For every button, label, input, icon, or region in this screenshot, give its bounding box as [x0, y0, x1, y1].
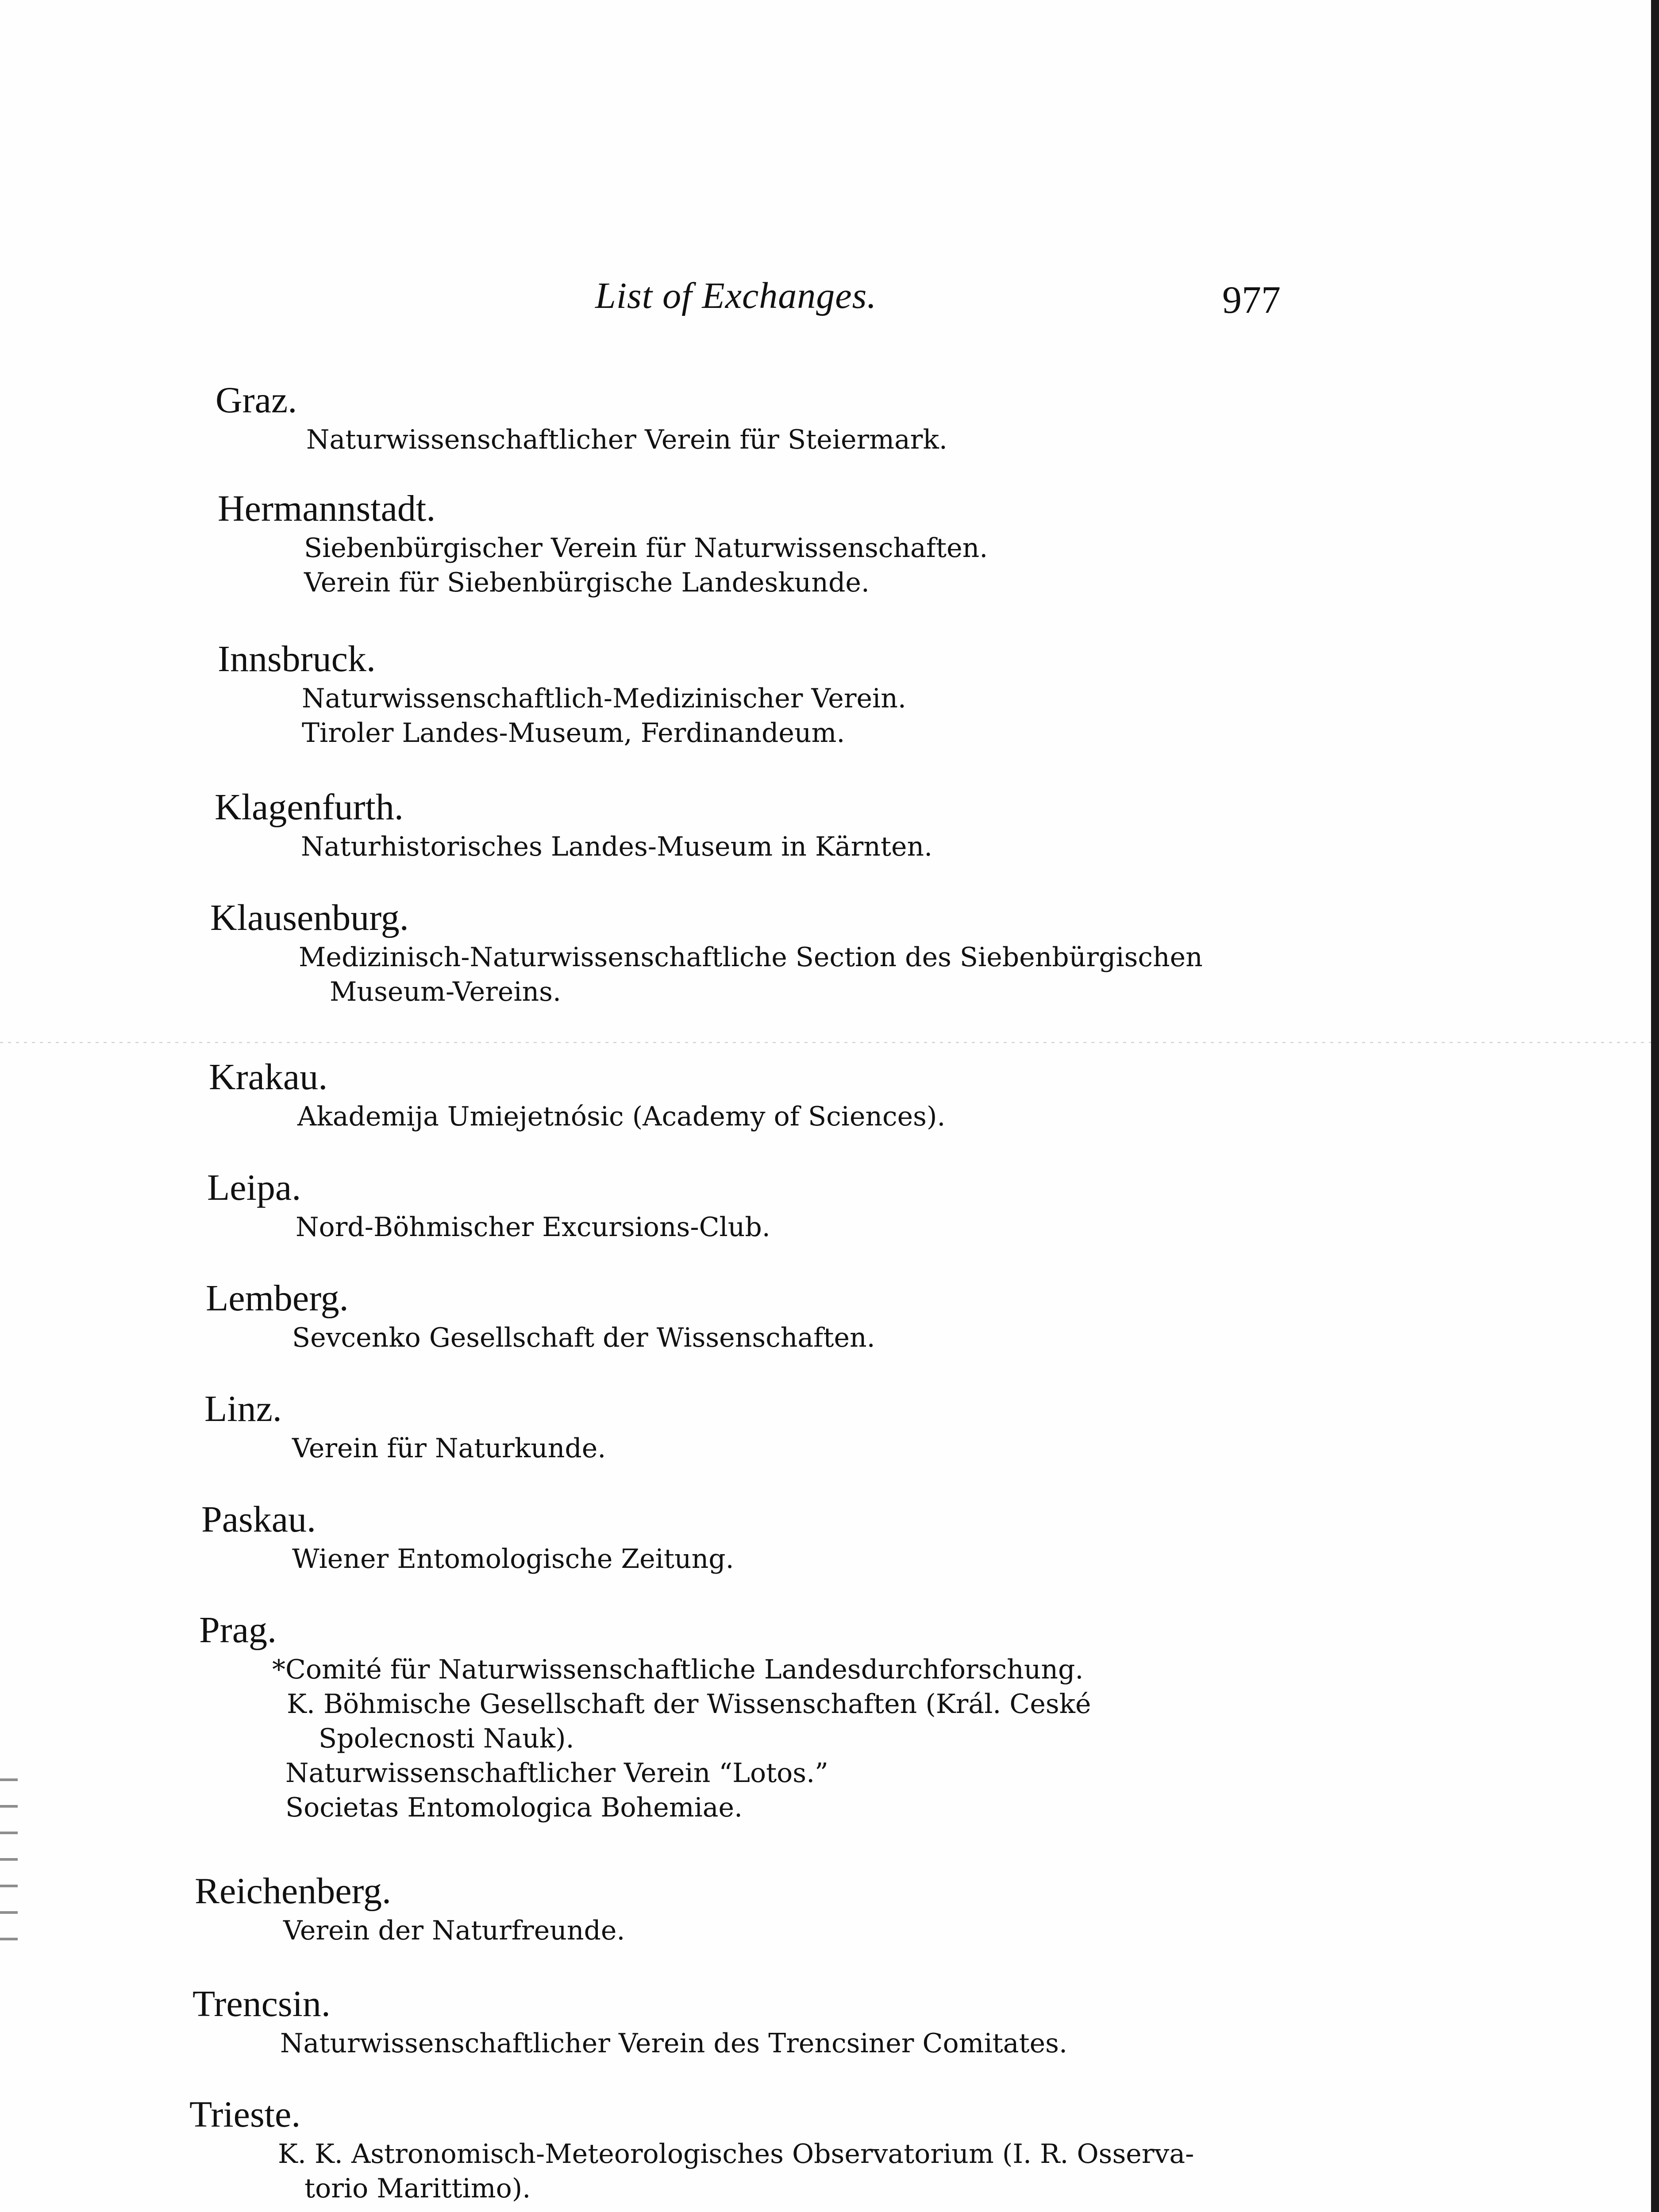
city-heading: Graz. — [216, 380, 297, 421]
institution-line: Naturwissenschaftlicher Verein “Lotos.” — [285, 1758, 828, 1789]
entry-prag — [199, 1608, 1091, 1825]
institution-line: Tiroler Landes-Museum, Ferdinandeum. — [302, 718, 845, 749]
institution-line: Verein für Naturkunde. — [292, 1433, 606, 1464]
entry-leipa — [207, 1166, 770, 1244]
institution-line: Naturwissenschaftlich-Medizinischer Verein. — [302, 683, 906, 714]
city-heading: Reichenberg. — [195, 1870, 391, 1912]
institution-line: Societas Entomologica Bohemiae. — [285, 1792, 743, 1823]
entry-reichenberg — [195, 1869, 625, 1948]
institution-line: K. Böhmische Gesellschaft der Wissenschaften (Král. Ceské — [287, 1689, 1091, 1720]
institution-line: torio Marittimo). — [304, 2173, 531, 2204]
scan-edge-right — [1651, 0, 1659, 2212]
city-heading: Hermannstadt. — [218, 488, 436, 529]
city-heading: Innsbruck. — [218, 638, 376, 680]
entry-innsbruck — [218, 637, 906, 750]
institution-line: Siebenbürgischer Verein für Naturwissenschaften. — [304, 533, 988, 564]
city-heading: Paskau. — [201, 1499, 316, 1540]
city-heading: Lemberg. — [206, 1278, 349, 1319]
institution-line: Nord-Böhmischer Excursions-Club. — [296, 1212, 770, 1243]
institution-line: Naturhistorisches Landes-Museum in Kärnten. — [301, 831, 933, 862]
institution-line: Medizinisch-Naturwissenschaftliche Section des Siebenbürgischen — [299, 942, 1203, 973]
fold-line — [0, 1042, 1659, 1043]
city-heading: Trencsin. — [192, 1983, 331, 2024]
entry-graz — [216, 378, 947, 457]
institution-line: Sevcenko Gesellschaft der Wissenschaften. — [292, 1322, 875, 1353]
institution-line: K. K. Astronomisch-Meteorologisches Observatorium (I. R. Osserva- — [278, 2139, 1194, 2170]
institution-line: Akademija Umiejetnósic (Academy of Sciences). — [297, 1101, 946, 1132]
entry-lemberg — [206, 1276, 875, 1355]
city-heading: Leipa. — [207, 1167, 301, 1208]
city-heading: Trieste. — [189, 2094, 301, 2135]
page-number: 977 — [1222, 279, 1281, 322]
institution-line: Naturwissenschaftlicher Verein des Trencsiner Comitates. — [280, 2028, 1068, 2059]
city-heading: Prag. — [199, 1609, 277, 1651]
institution-line: Verein für Siebenbürgische Landeskunde. — [304, 567, 870, 598]
city-heading: Krakau. — [209, 1056, 328, 1098]
entry-trieste — [189, 2093, 1194, 2206]
city-heading: Linz. — [204, 1388, 282, 1429]
institution-line: Spolecnosti Nauk). — [319, 1723, 574, 1754]
binding-marks — [0, 1778, 18, 1964]
entry-krakau — [209, 1055, 945, 1134]
entry-hermannstadt — [218, 487, 988, 600]
city-heading: Klagenfurth. — [215, 787, 404, 828]
entry-klagenfurth — [215, 785, 932, 864]
institution-line: Verein der Naturfreunde. — [283, 1915, 625, 1946]
institution-line: Wiener Entomologische Zeitung. — [292, 1544, 734, 1575]
entry-klausenburg — [210, 896, 1203, 1009]
institution-line: Museum-Vereins. — [330, 976, 562, 1007]
running-title: List of Exchanges. — [595, 275, 877, 316]
institution-line: Naturwissenschaftlicher Verein für Steiermark. — [306, 424, 947, 455]
institution-line: *Comité für Naturwissenschaftliche Landesdurchforschung. — [272, 1654, 1084, 1685]
entry-linz — [204, 1387, 606, 1466]
city-heading: Klausenburg. — [210, 897, 409, 938]
entry-paskau — [201, 1498, 734, 1576]
entry-trencsin — [192, 1982, 1067, 2061]
